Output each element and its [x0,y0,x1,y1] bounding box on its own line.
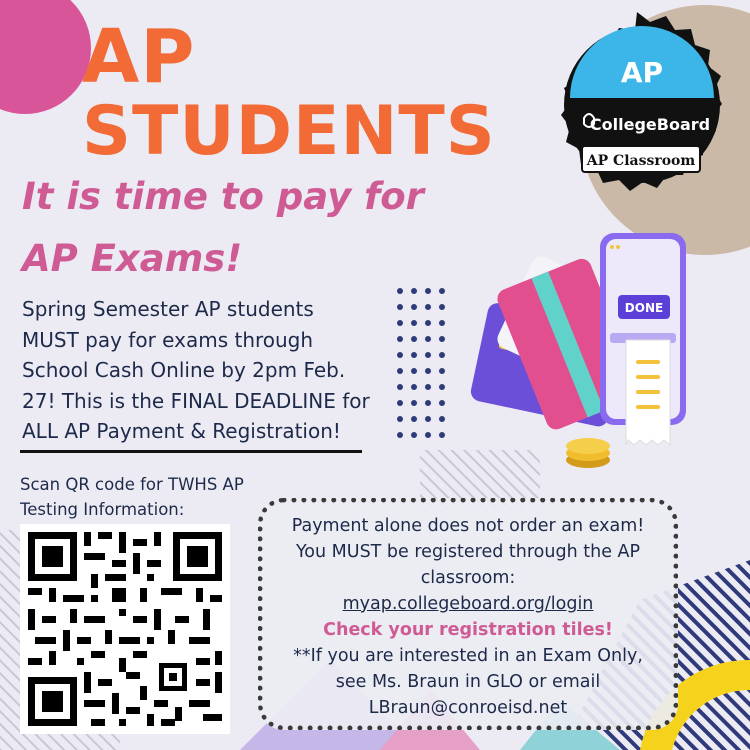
dot-grid-decoration [394,285,450,440]
payment-illustration [460,225,740,475]
body-line: ALL AP Payment & Registration! [22,419,341,443]
info-line-3: classroom: [420,568,516,588]
body-line: MUST pay for exams through [22,327,314,352]
info-line-2: You MUST be registered through the AP [295,542,641,562]
qr-label [20,472,285,522]
registration-info-box [258,498,678,730]
pink-circle-decoration [0,0,91,114]
qr-label-line-2: Testing Information: [20,500,185,519]
body-line: School Cash Online by 2pm Feb. [22,358,346,382]
body-line: 27! This is the FINAL DEADLINE for [22,388,370,413]
qr-label-line-1: Scan QR code for TWHS AP [20,475,244,494]
qr-code-icon [20,524,230,734]
divider [20,450,362,453]
badge-brand-text: CollegeBoard [589,115,711,134]
ap-classroom-link[interactable]: myap.collegeboard.org/login [342,594,594,614]
badge-ap-text: AP [620,56,664,89]
badge-classroom-text: AP Classroom [586,153,696,169]
info-line-1: Payment alone does not order an exam! [291,516,645,536]
info-line-5: see Ms. Braun in GLO or email [335,672,601,692]
done-text: DONE [624,301,664,315]
subtitle-line-1: It is time to pay for [22,175,424,218]
qr-code[interactable] [20,524,230,734]
info-line-4: **If you are interested in an Exam Only, [293,646,643,666]
registration-tiles-note: Check your registration tiles! [323,620,613,640]
coins [566,438,610,468]
contact-email[interactable]: LBraun@conroeisd.net [368,698,568,718]
subtitle-line-2: AP Exams! [22,237,243,280]
ap-classroom-badge [532,10,742,220]
payment-instructions [22,294,392,447]
title-line-2: STUDENTS [82,92,496,171]
title-line-1: AP [82,14,196,100]
body-line: Spring Semester AP students [22,297,314,321]
